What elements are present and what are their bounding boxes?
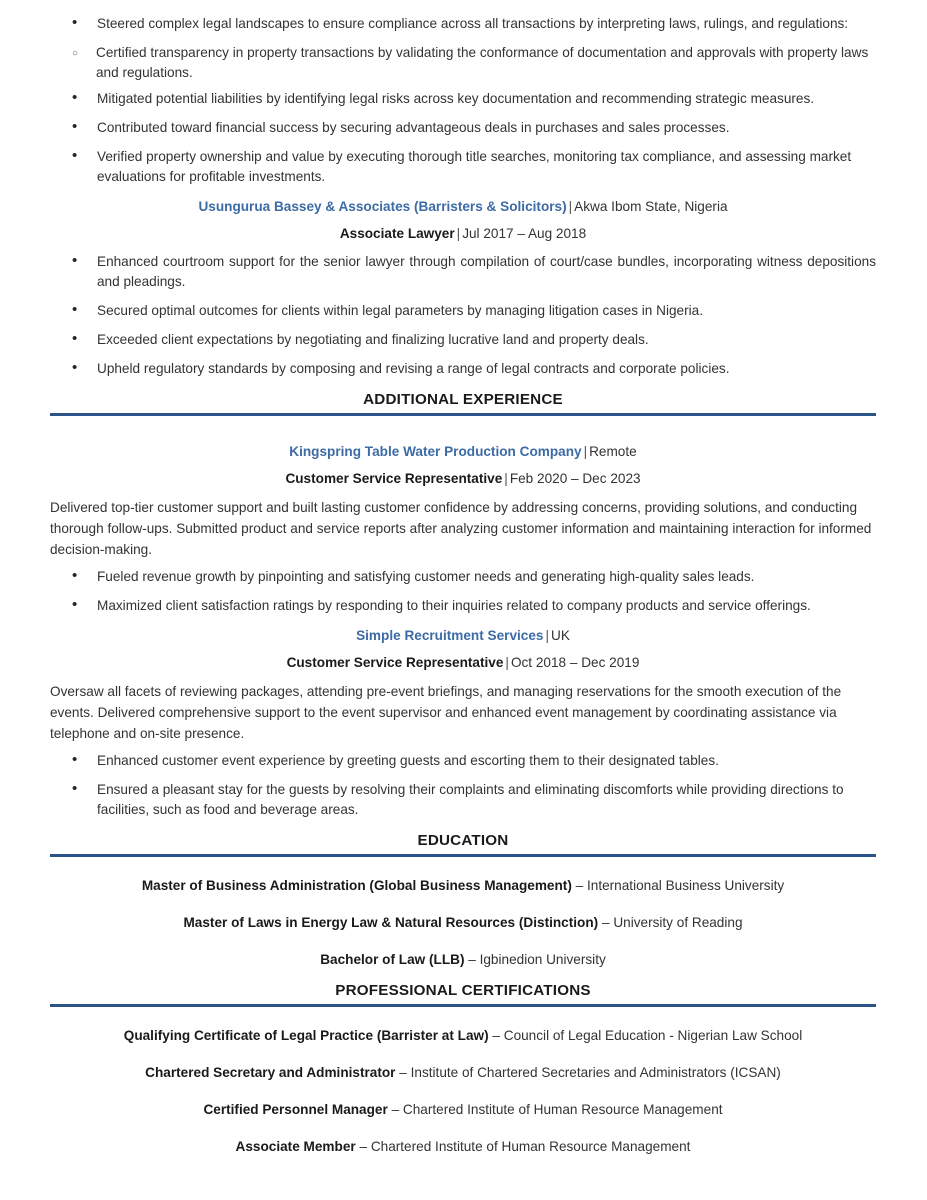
section-divider xyxy=(50,413,876,416)
education-entry xyxy=(50,949,876,970)
organization-name: Simple Recruitment Services xyxy=(356,628,544,643)
dash: – xyxy=(391,1102,400,1117)
certification-entry xyxy=(50,1062,876,1083)
job-role-line-simple-recruitment xyxy=(50,652,876,673)
degree-name: Bachelor of Law (LLB) xyxy=(320,952,465,967)
issuer-name: Chartered Institute of Human Resource Management xyxy=(370,1139,691,1154)
certification-entry xyxy=(50,1025,876,1046)
list-item: • Upheld regulatory standards by composing and revising a range of legal contracts and corporate policies. xyxy=(50,359,876,379)
sub-list-wrapper xyxy=(50,43,876,83)
section-additional-experience xyxy=(50,391,876,416)
separator: | xyxy=(456,226,461,241)
list-item: • Fueled revenue growth by pinpointing and satisfying customer needs and generating high-quality sales leads. xyxy=(50,567,876,587)
list-item: • Maximized client satisfaction ratings by responding to their inquiries related to company products and service offerings. xyxy=(50,596,876,616)
job-location: UK xyxy=(551,628,570,643)
job-role-line-kingspring xyxy=(50,468,876,489)
job-dates: Feb 2020 – Dec 2023 xyxy=(509,471,641,486)
separator: | xyxy=(505,655,509,670)
degree-name: Master of Business Administration (Global Business Management) xyxy=(141,878,572,893)
job-org-line-usungurua xyxy=(50,196,876,217)
list-item: • Verified property ownership and value by executing thorough title searches, monitoring tax compliance, and assessing market evaluations for profitable investments. xyxy=(50,147,876,187)
dash: – xyxy=(575,878,584,893)
job-location: Akwa Ibom State, Nigeria xyxy=(574,199,728,214)
separator: | xyxy=(545,628,549,643)
list-item: • Enhanced customer event experience by greeting guests and escorting them to their designated tables. xyxy=(50,751,876,771)
section-divider xyxy=(50,1004,876,1007)
certification-name: Qualifying Certificate of Legal Practice (Barrister at Law) xyxy=(123,1028,489,1043)
job-org-line-simple-recruitment xyxy=(50,625,876,646)
institution-name: Igbinedion University xyxy=(479,952,606,967)
job-summary-paragraph: Delivered top-tier customer support and built lasting customer confidence by addressing concerns, providing solutions, and conducting thorough follow-ups. Submitted product and service reports after analyzing customer information and maintaining interaction for informed decision-making. xyxy=(50,500,872,557)
dash: – xyxy=(468,952,476,967)
issuer-name: Council of Legal Education - Nigerian Law School xyxy=(503,1028,803,1043)
job-summary-paragraph: Oversaw all facets of reviewing packages, attending pre-event briefings, and managing reservations for the smooth execution of the events. Delivered comprehensive support to the event supervisor and enhanced event management by coordinating assistance via telephone and on-site presence. xyxy=(50,684,842,741)
issuer-name: Institute of Chartered Secretaries and Administrators (ICSAN) xyxy=(410,1065,781,1080)
organization-name: Usungurua Bassey & Associates (Barristers & Solicitors) xyxy=(198,199,567,214)
job-bullets-simple-recruitment xyxy=(50,751,876,820)
list-item: • Contributed toward financial success by securing advantageous deals in purchases and sales processes. xyxy=(50,118,876,138)
separator: | xyxy=(504,471,508,486)
certification-entry xyxy=(50,1136,876,1157)
job-bullets-usungurua xyxy=(50,252,876,379)
list-item: • Steered complex legal landscapes to ensure compliance across all transactions by interpreting laws, rulings, and regulations: xyxy=(50,14,876,34)
job-dates: Jul 2017 – Aug 2018 xyxy=(462,226,587,241)
section-heading: EDUCATION xyxy=(417,832,509,849)
education-list xyxy=(50,875,876,970)
job-title: Associate Lawyer xyxy=(339,226,455,241)
section-heading: ADDITIONAL EXPERIENCE xyxy=(363,391,563,408)
list-item: • Enhanced courtroom support for the senior lawyer through compilation of court/case bundles, incorporating witness depositions and pleadings. xyxy=(50,252,876,292)
list-item: • Ensured a pleasant stay for the guests by resolving their complaints and eliminating discomforts while providing directions to facilities, such as food and beverage areas. xyxy=(50,780,876,820)
dash: – xyxy=(601,915,610,930)
job-title: Customer Service Representative xyxy=(286,655,504,670)
education-entry xyxy=(50,875,876,896)
dash: – xyxy=(399,1065,407,1080)
dash: – xyxy=(492,1028,500,1043)
organization-name: Kingspring Table Water Production Company xyxy=(289,444,582,459)
job-bullets-kingspring xyxy=(50,567,876,616)
education-entry xyxy=(50,912,876,933)
certification-entry xyxy=(50,1099,876,1120)
issuer-name: Chartered Institute of Human Resource Management xyxy=(402,1102,723,1117)
institution-name: International Business University xyxy=(586,878,785,893)
experience-continued-bullets xyxy=(50,14,876,187)
degree-name: Master of Laws in Energy Law & Natural Resources (Distinction) xyxy=(183,915,599,930)
job-location: Remote xyxy=(589,444,637,459)
job-role-line-usungurua xyxy=(50,223,876,244)
section-education xyxy=(50,832,876,857)
separator: | xyxy=(583,444,588,459)
job-org-line-kingspring xyxy=(50,441,876,462)
certification-name: Certified Personnel Manager xyxy=(203,1102,388,1117)
institution-name: University of Reading xyxy=(613,915,743,930)
list-item: • Secured optimal outcomes for clients within legal parameters by managing litigation cases in Nigeria. xyxy=(50,301,876,321)
resume-content xyxy=(50,0,876,1157)
section-divider xyxy=(50,854,876,857)
separator: | xyxy=(568,199,573,214)
certification-name: Chartered Secretary and Administrator xyxy=(145,1065,396,1080)
job-title: Customer Service Representative xyxy=(285,471,503,486)
list-item: ○ Certified transparency in property transactions by validating the conformance of documentation and approvals with property laws and regulations. xyxy=(50,43,876,83)
experience-sub-bullets xyxy=(50,43,876,83)
dash: – xyxy=(359,1139,368,1154)
section-certifications xyxy=(50,982,876,1007)
certifications-list xyxy=(50,1025,876,1157)
certification-name: Associate Member xyxy=(235,1139,356,1154)
job-dates: Oct 2018 – Dec 2019 xyxy=(510,655,640,670)
section-heading: PROFESSIONAL CERTIFICATIONS xyxy=(335,982,591,999)
list-item: • Exceeded client expectations by negotiating and finalizing lucrative land and property deals. xyxy=(50,330,876,350)
list-item: • Mitigated potential liabilities by identifying legal risks across key documentation and recommending strategic measures. xyxy=(50,89,876,109)
